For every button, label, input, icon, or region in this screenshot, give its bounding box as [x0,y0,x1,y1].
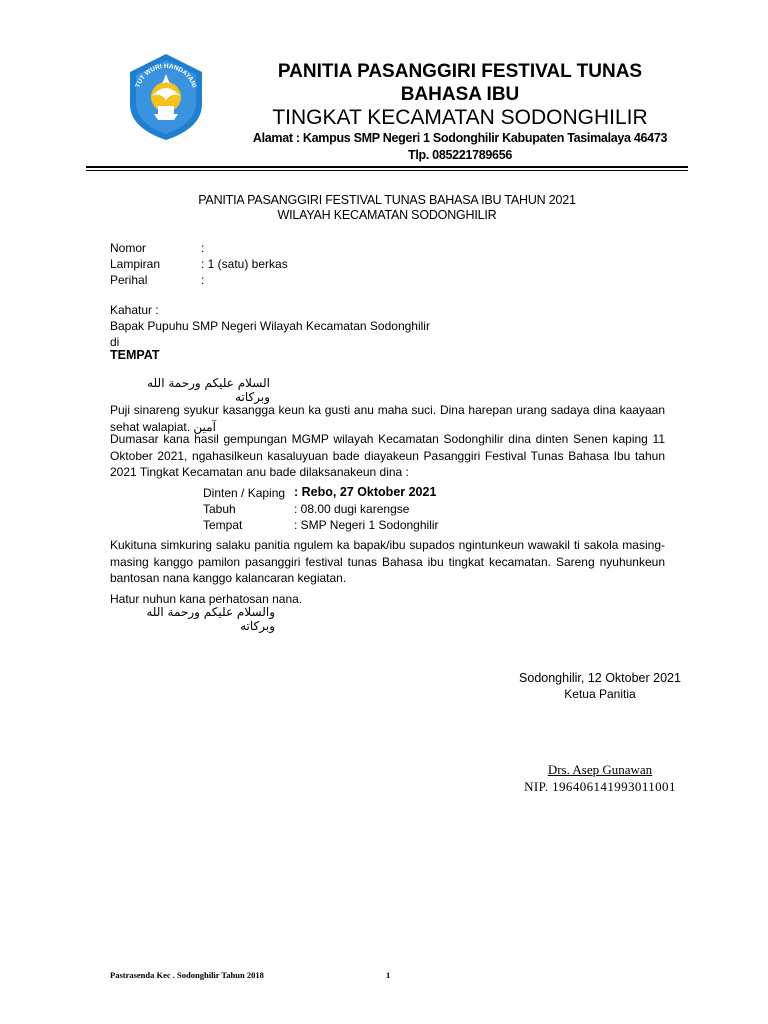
detail-value-date: : Rebo, 27 Oktober 2021 [294,485,437,499]
recipient-di: di [110,335,120,349]
detail-value-time: : 08.00 dugi karengse [294,502,410,516]
address: Alamat : Kampus SMP Negeri 1 Sodonghilir Kabupaten Tasimalaya 46473 [252,131,668,145]
closing-text: Hatur nuhun kana perhatosan nana. [110,592,303,606]
meta-value-perihal: : [201,273,205,287]
meta-value-nomor: : [201,241,205,255]
org-name-line1: PANITIA PASANGGIRI FESTIVAL TUNAS [277,61,643,82]
recipient-kahatur: Kahatur : [110,303,159,317]
meta-label-perihal: Perihal [110,273,148,287]
header-rule-thick [86,166,688,168]
meta-label-nomor: Nomor [110,241,147,255]
detail-label-date: Dinten / Kaping [203,486,286,500]
org-name-line3: TINGKAT KECAMATAN SODONGHILIR [272,106,648,129]
recipient-tempat: TEMPAT [110,348,160,362]
logo-motto: TUT WURI HANDAYANI [134,62,198,89]
greeting-arabic: السلام عليكم ورحمة الله وبركاته [147,376,270,404]
detail-label-place: Tempat [203,518,243,532]
detail-value-place: : SMP Negeri 1 Sodonghilir [294,518,439,532]
tut-wuri-handayani-logo [124,52,208,142]
body-paragraph-2: Dumasar kana hasil gempungan MGMP wilayah Kecamatan Sodonghilir dina dinten Senen kaping 11 Oktober 2021, ngahasilkeun kasaluyuan bade diayakeun Pasanggiri Festival Tunas Bahasa Ibu tahun 2021 Tingkat Kecamatan anu bade dilaksanakeun dina : [110,432,665,479]
footer-page-number: 1 [386,970,391,980]
signature-role: Ketua Panitia [564,687,636,701]
letter-title-line2: WILAYAH KECAMATAN SODONGHILIR [277,208,497,222]
header-rule-thin [86,170,688,171]
phone: Tlp. 085221789656 [407,148,512,162]
signature-nip: NIP. 196406141993011001 [524,779,676,794]
recipient-name: Bapak Pupuhu SMP Negeri Wilayah Kecamatan Sodonghilir [110,319,430,333]
body-paragraph-3: Kukituna simkuring salaku panitia ngulem ka bapak/ibu supados ngintunkeun wawakil ti sakola masing-masing kanggo pamilon pasanggiri festival tunas Bahasa ibu tingkat kecamatan. Sareng nyuhunkeun bantosan nana kanggo kalancaran kegiatan. [110,538,665,585]
signature-name: Drs. Asep Gunawan [547,762,653,777]
meta-value-lampiran: : 1 (satu) berkas [201,257,288,271]
signature-place-date: Sodonghilir, 12 Oktober 2021 [519,671,681,685]
closing-arabic: والسلام عليكم ورحمة الله وبركاته [146,605,275,633]
body-paragraph-1: Puji sinareng syukur kasangga keun ka gusti anu maha suci. Dina harepan urang sadaya dina kaayaan sehat walapiat. آمين [110,403,665,434]
detail-label-time: Tabuh [203,502,236,516]
footer-text: Pastrasenda Kec . Sodonghilir Tahun 2018 [110,970,264,980]
org-name-line2: BAHASA IBU [400,84,520,105]
letter-title-line1: PANITIA PASANGGIRI FESTIVAL TUNAS BAHASA IBU TAHUN 2021 [198,193,576,207]
meta-label-lampiran: Lampiran [110,257,161,271]
